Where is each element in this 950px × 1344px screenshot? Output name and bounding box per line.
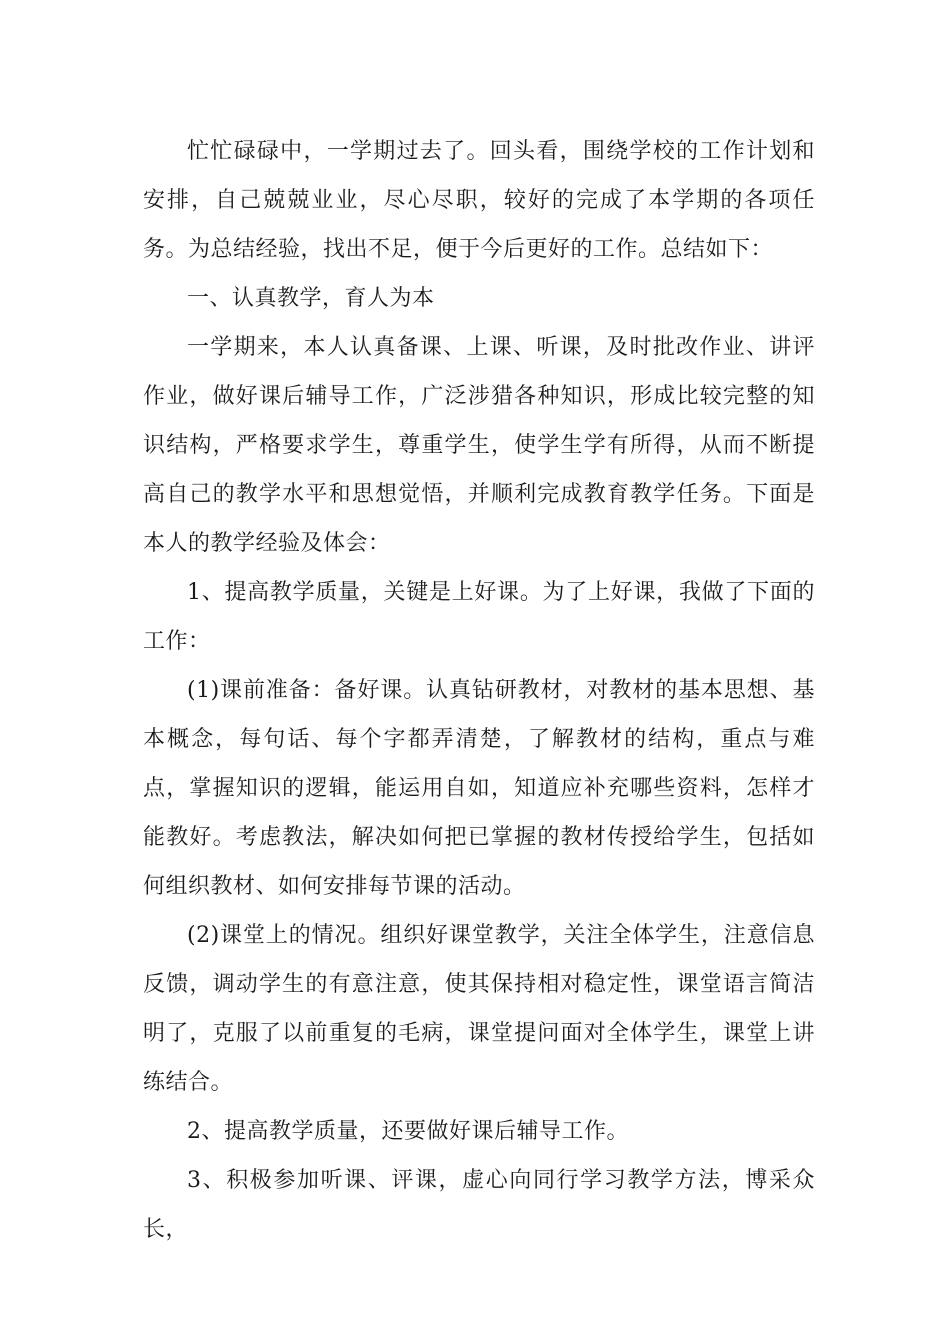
paragraph-point-1: 1、提高教学质量，关键是上好课。为了上好课，我做了下面的工作： (143, 580, 815, 654)
paragraph-semester-overview: 一学期来，本人认真备课、上课、听课，及时批改作业、讲评作业，做好课后辅导工作，广泛涉猎各种知识，形成比较完整的知识结构，严格要求学生，尊重学生，使学生学有所得，从而不断提高自己的教学水平和思想觉悟，并顺利完成教育教学任务。下面是本人的教学经验及体会： (143, 335, 815, 556)
paragraph-intro: 忙忙碌碌中，一学期过去了。回头看，围绕学校的工作计划和安排，自己兢兢业业，尽心尽职，较好的完成了本学期的各项任务。为总结经验，找出不足，便于今后更好的工作。总结如下： (143, 139, 815, 262)
paragraph-point-3: 3、积极参加听课、评课，虚心向同行学习教学方法，博采众长， (143, 1168, 815, 1242)
document-body (143, 127, 815, 1254)
paragraph-lesson-prep: (1)课前准备：备好课。认真钻研教材，对教材的基本思想、基本概念，每句话、每个字都弄清楚，了解教材的结构，重点与难点，掌握知识的逻辑，能运用自如，知道应补充哪些资料，怎样才能教好。考虑教法，解决如何把已掌握的教材传授给学生，包括如何组织教材、如何安排每节课的活动。 (143, 678, 815, 899)
paragraph-classroom: (2)课堂上的情况。组织好课堂教学，关注全体学生，注意信息反馈，调动学生的有意注意，使其保持相对稳定性，课堂语言简洁明了，克服了以前重复的毛病，课堂提问面对全体学生，课堂上讲练结合。 (143, 923, 815, 1095)
section-heading-teaching: 一、认真教学，育人为本 (187, 286, 435, 311)
paragraph-point-2: 2、提高教学质量，还要做好课后辅导工作。 (187, 1119, 629, 1144)
